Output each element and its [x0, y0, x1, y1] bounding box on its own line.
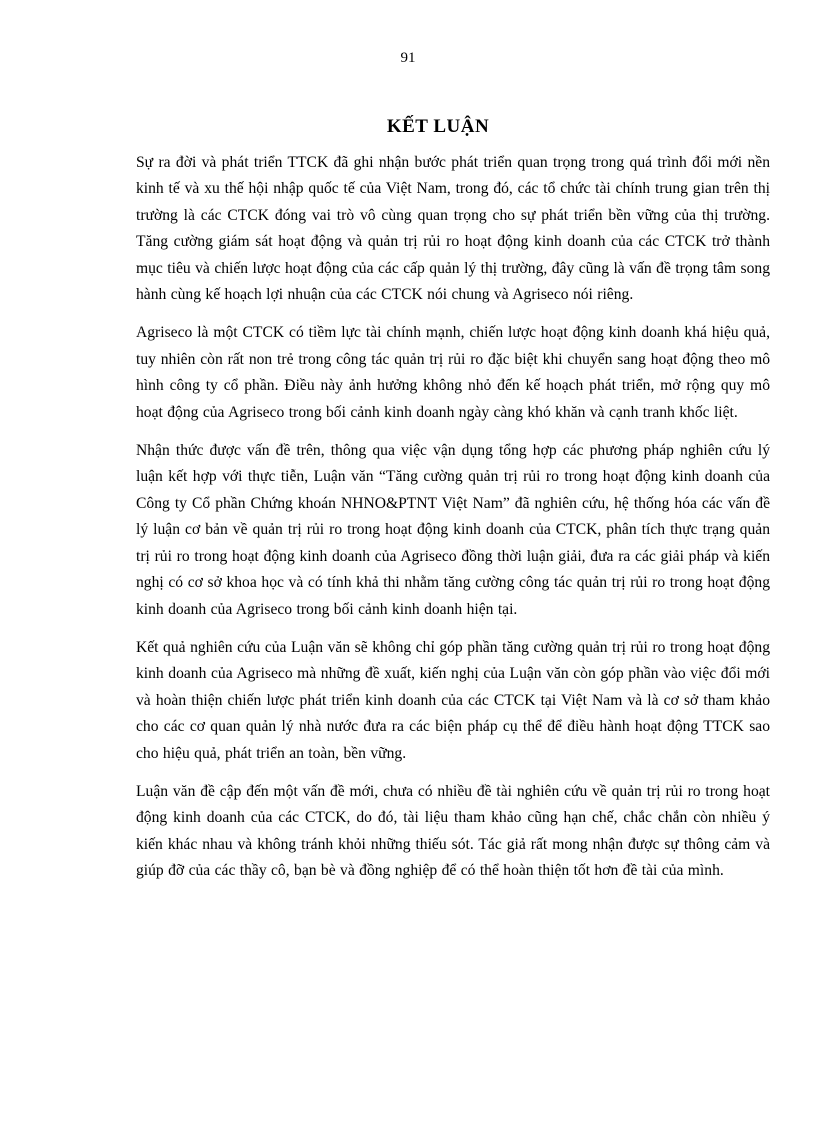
page-number: 91 — [400, 50, 416, 66]
document-body — [136, 150, 770, 897]
paragraph-5: Luận văn đề cập đến một vấn đề mới, chưa có nhiều đề tài nghiên cứu về quản trị rủi ro trong hoạt động kinh doanh của các CTCK, do đó, tài liệu tham khảo cũng hạn chế, chắc chắn còn nhiều ý kiến khác nhau và không tránh khỏi những thiếu sót. Tác giả rất mong nhận được sự thông cảm và giúp đỡ của các thầy cô, bạn bè và đồng nghiệp để có thể hoàn thiện tốt hơn đề tài của mình. — [136, 782, 770, 880]
paragraph-3: Nhận thức được vấn đề trên, thông qua việc vận dụng tổng hợp các phương pháp nghiên cứu lý luận kết hợp với thực tiễn, Luận văn “Tăng cường quản trị rủi ro trong hoạt động kinh doanh của Công ty Cổ phần Chứng khoán NHNO&PTNT Việt Nam” đã nghiên cứu, hệ thống hóa các vấn đề lý luận cơ bản về quản trị rủi ro trong hoạt động kinh doanh của CTCK, phân tích thực trạng quản trị rủi ro trong hoạt động kinh doanh của Agriseco đồng thời luận giải, đưa ra các giải pháp và kiến nghị có cơ sở khoa học và có tính khả thi nhằm tăng cường công tác quản trị rủi ro trong hoạt động kinh doanh của Agriseco trong bối cảnh kinh doanh hiện tại. — [136, 442, 770, 618]
paragraph-1: Sự ra đời và phát triển TTCK đã ghi nhận bước phát triển quan trọng trong quá trình đổi mới nền kinh tế và xu thế hội nhập quốc tế của Việt Nam, trong đó, các tổ chức tài chính trung gian trên thị trường là các CTCK đóng vai trò vô cùng quan trọng cho sự phát triển bền vững của thị trường. Tăng cường giám sát hoạt động và quản trị rủi ro hoạt động kinh doanh của các CTCK trở thành mục tiêu và chiến lược hoạt động của các cấp quản lý thị trường, đây cũng là vấn đề trọng tâm song hành cùng kế hoạch lợi nhuận của các CTCK nói chung và Agriseco nói riêng. — [136, 154, 770, 304]
paragraph-2: Agriseco là một CTCK có tiềm lực tài chính mạnh, chiến lược hoạt động kinh doanh khá hiệu quả, tuy nhiên còn rất non trẻ trong công tác quản trị rủi ro đặc biệt khi chuyển sang hoạt động theo mô hình công ty cổ phần. Điều này ảnh hưởng không nhỏ đến kế hoạch phát triển, mở rộng quy mô hoạt động của Agriseco trong bối cảnh kinh doanh ngày càng khó khăn và cạnh tranh khốc liệt. — [136, 324, 770, 421]
page-title: KẾT LUẬN — [386, 116, 490, 137]
paragraph-4: Kết quả nghiên cứu của Luận văn sẽ không chỉ góp phần tăng cường quản trị rủi ro trong hoạt động kinh doanh của Agriseco mà những đề xuất, kiến nghị của Luận văn còn góp phần vào việc đổi mới và hoàn thiện chiến lược phát triển kinh doanh của các CTCK tại Việt Nam và là cơ sở tham khảo cho các cơ quan quản lý nhà nước đưa ra các biện pháp cụ thể để điều hành hoạt động TTCK sao cho hiệu quả, phát triển an toàn, bền vững. — [136, 638, 770, 762]
